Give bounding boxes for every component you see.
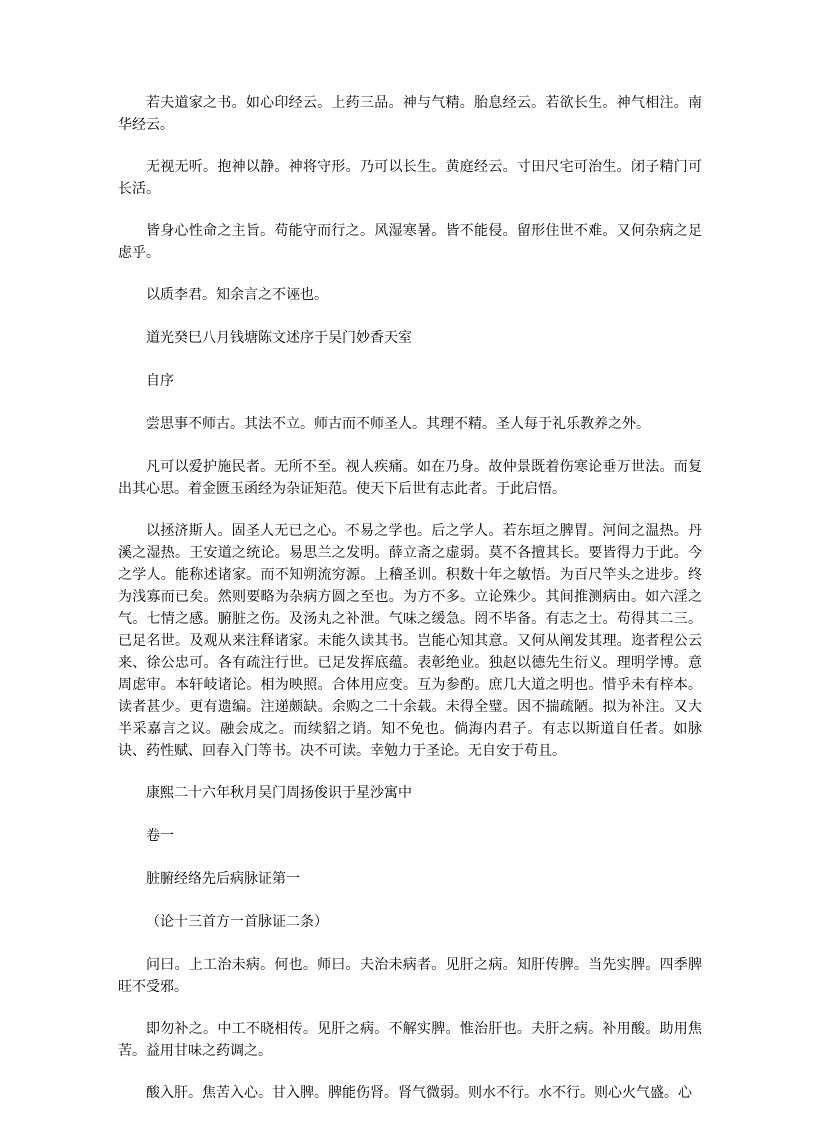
paragraph: 以质李君。知余言之不诬也。: [146, 287, 328, 303]
paragraph: 问曰。上工治未病。何也。师曰。夫治未病者。见肝之病。知肝传脾。当先实脾。四季脾旺不受邪。: [118, 957, 702, 995]
paragraph: 尝思事不师古。其法不立。师古而不师圣人。其理不精。圣人每于礼乐教养之外。: [146, 416, 650, 432]
volume-heading: 卷一: [146, 828, 174, 844]
paragraph: 凡可以爱护施民者。无所不至。视人疾痛。如在乃身。故仲景既着伤寒论垂万世法。而复出其心思。着金匮玉函经为杂证矩范。使天下后世有志此者。于此启悟。: [118, 459, 702, 497]
paragraph: 酸入肝。焦苦入心。甘入脾。脾能伤肾。肾气微弱。则水不行。水不行。则心火气盛。心: [146, 1085, 692, 1101]
document-body: [118, 92, 702, 1124]
section-heading: 自序: [146, 373, 174, 389]
paragraph: 以拯济斯人。固圣人无已之心。不易之学也。后之学人。若东垣之脾胃。河间之温热。丹溪之湿热。王安道之统论。易思兰之发明。薛立斋之虚弱。莫不各擅其长。要皆得力于此。今之学人。能称述诸家。而不知朔流穷源。上稽圣训。积数十年之敏悟。为百尺竿头之进步。终为浅寡而已矣。然则要略为杂病方圆之至也。为方不多。立论殊少。其间推测病由。如六淫之气。七情之感。腑脏之伤。及汤丸之补泄。气味之缓急。罔不毕备。有志之士。苟得其二三。已足名世。及观从来注释诸家。未能久读其书。岂能心知其意。又何从阐发其理。迩者程公云来、徐公忠可。各有疏注行世。已足发挥底蕴。表彰绝业。独赵以德先生衍义。理明学博。意周虑审。本轩岐诸论。相为映照。合体用应变。互为参酌。庶几大道之明也。惜乎未有梓本。读者甚少。更有遗编。注递颇缺。余购之二十余载。未得全璧。因不揣疏陋。拟为补注。又大半采嘉言之议。融会成之。而续貂之诮。知不免也。倘海内君子。有志以斯道自任者。如脉诀、药性赋、回春入门等书。决不可读。幸勉力于圣论。无自安于苟且。: [118, 523, 702, 759]
preface-signature: 康熙二十六年秋月吴门周扬俊识于星沙寓中: [146, 785, 412, 801]
paragraph: 若夫道家之书。如心印经云。上药三品。神与气精。胎息经云。若欲长生。神气相注。南华经云。: [118, 95, 702, 133]
paragraph: 即勿补之。中工不晓相传。见肝之病。不解实脾。惟治肝也。夫肝之病。补用酸。助用焦苦。益用甘味之药调之。: [118, 1021, 702, 1059]
paragraph: 皆身心性命之主旨。苟能守而行之。风湿寒暑。皆不能侵。留形住世不难。又何杂病之足虑乎。: [118, 223, 702, 261]
paragraph: 无视无听。抱神以静。神将守形。乃可以长生。黄庭经云。寸田尺宅可治生。闭子精门可长活。: [118, 159, 702, 197]
preface-signature: 道光癸巳八月钱塘陈文述序于吴门妙香天室: [146, 330, 412, 346]
chapter-note: （论十三首方一首脉证二条）: [146, 914, 328, 930]
chapter-heading: 脏腑经络先后病脉证第一: [146, 871, 300, 887]
